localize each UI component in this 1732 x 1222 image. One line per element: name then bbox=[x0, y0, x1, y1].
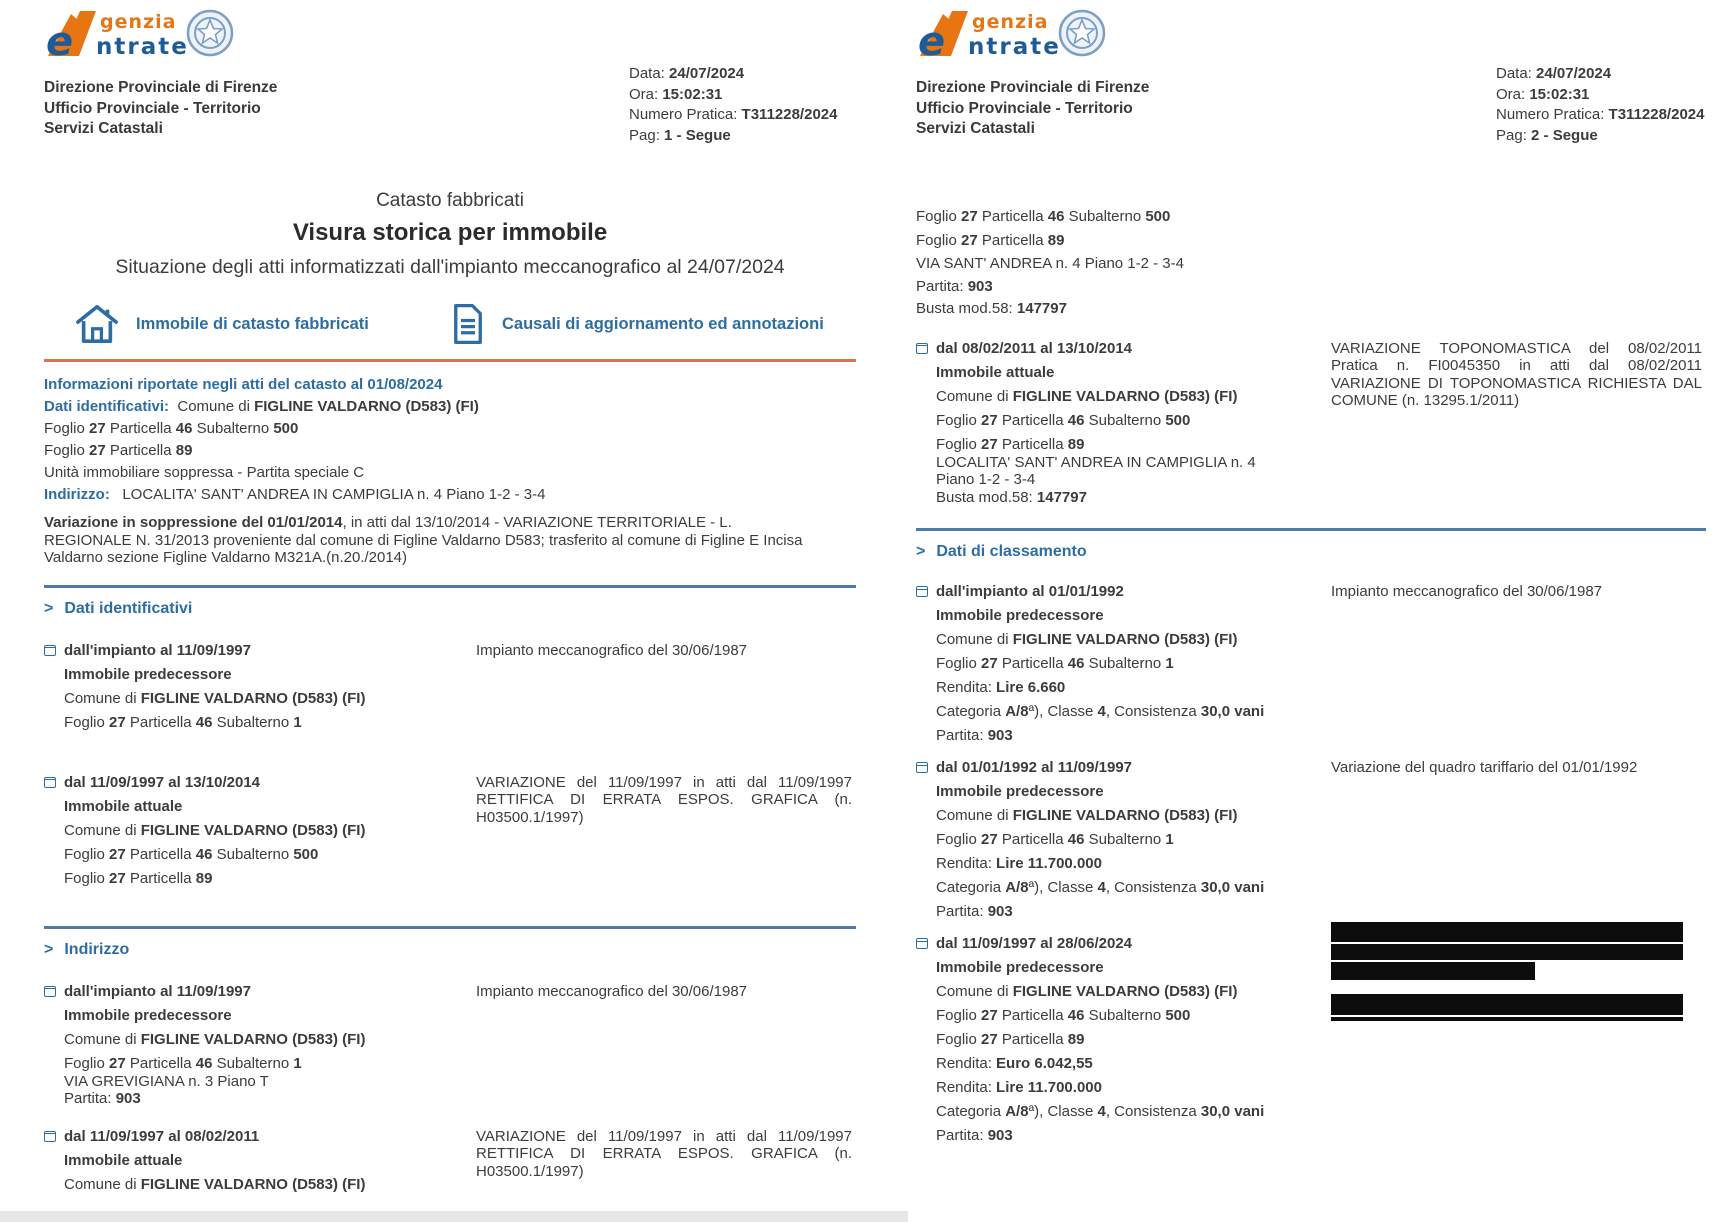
entry-line: Comune di FIGLINE VALDARNO (D583) (FI) bbox=[936, 387, 1238, 405]
title-subtitle: Situazione degli atti informatizzati dall'impianto meccanografico al 24/07/2024 bbox=[115, 256, 785, 278]
entry-line: Foglio 27 Particella 46 Subalterno 1 bbox=[64, 1054, 302, 1072]
calendar-icon bbox=[44, 1131, 56, 1142]
tab-causali-label: Causali di aggiornamento ed annotazioni bbox=[502, 314, 824, 333]
org-line: Servizi Catastali bbox=[916, 120, 1035, 137]
agenzia-entrate-logo bbox=[916, 0, 1706, 64]
meta-date: Data: 24/07/2024 bbox=[629, 65, 745, 82]
org-line: Ufficio Provinciale - Territorio bbox=[916, 99, 1133, 117]
entry-line: dall'impianto al 11/09/1997 bbox=[64, 983, 476, 1001]
entry-line: Foglio 27 Particella 89 bbox=[936, 435, 1085, 453]
meta-pratica: Numero Pratica: T311228/2024 bbox=[1496, 106, 1705, 123]
entry-line: dall'impianto al 01/01/1992 bbox=[936, 583, 1331, 601]
home-icon bbox=[74, 303, 120, 345]
redaction-bar bbox=[1331, 944, 1683, 960]
svg-text:genzia: genzia bbox=[972, 11, 1049, 33]
entry-line: Foglio 27 Particella 89 bbox=[936, 1031, 1085, 1048]
info-value: LOCALITA' SANT' ANDREA IN CAMPIGLIA n. 4 Piano 1-2 - 3-4 bbox=[122, 486, 546, 503]
entry-line: Comune di FIGLINE VALDARNO (D583) (FI) bbox=[64, 821, 366, 839]
entry-line: Foglio 27 Particella 89 bbox=[64, 869, 213, 887]
entry-line: Partita: 903 bbox=[936, 1127, 1013, 1144]
logo-e-glyph: e bbox=[46, 19, 74, 62]
entry-line: Comune di FIGLINE VALDARNO (D583) (FI) bbox=[64, 1175, 366, 1193]
svg-text:e: e bbox=[918, 19, 946, 62]
info-indirizzo bbox=[44, 486, 856, 504]
entry-line: Immobile predecessore bbox=[936, 783, 1104, 800]
calendar-icon bbox=[916, 343, 928, 354]
entry-note: VARIAZIONE TOPONOMASTICA del 08/02/2011 Pratica n. FI0045350 in atti dal 08/02/2011 VARIAZIONE DI TOPONOMASTICA RICHIESTA DAL COMUNE (n. 13295.1/2011) bbox=[1331, 339, 1702, 409]
entry-note: VARIAZIONE del 11/09/1997 in atti dal 11/09/1997 RETTIFICA DI ERRATA ESPOS. GRAFICA (n. H03500.1/1997) bbox=[476, 773, 852, 826]
page-title: Visura storica per immobile bbox=[292, 219, 608, 246]
entry-line: Comune di FIGLINE VALDARNO (D583) (FI) bbox=[64, 689, 366, 707]
entry-line: Rendita: Lire 11.700.000 bbox=[936, 1079, 1102, 1096]
entry-line: Partita: 903 bbox=[936, 727, 1013, 744]
entry-line: Rendita: Lire 6.660 bbox=[936, 679, 1066, 696]
entry-line: Rendita: Lire 11.700.000 bbox=[936, 855, 1102, 872]
entry-line: Foglio 27 Particella 46 Subalterno 1 bbox=[64, 713, 302, 731]
section-divider bbox=[44, 926, 856, 929]
entry-line: Foglio 27 Particella 46 Subalterno 1 bbox=[936, 831, 1174, 848]
entry-line: dal 08/02/2011 al 13/10/2014 bbox=[936, 340, 1331, 358]
chevron-right-icon: > bbox=[916, 543, 926, 560]
orange-divider bbox=[44, 359, 856, 362]
entry-line: Immobile attuale bbox=[64, 797, 183, 815]
history-entry bbox=[44, 642, 856, 732]
history-entry bbox=[44, 1128, 856, 1194]
page-1 bbox=[44, 0, 856, 1194]
entry-line: dal 01/01/1992 al 11/09/1997 bbox=[936, 759, 1331, 777]
entry-line: Categoria A/8ª), Classe 4, Consistenza 30,0 vani bbox=[936, 1103, 1265, 1120]
info-label: Indirizzo: bbox=[44, 486, 110, 503]
meta-time: Ora: 15:02:31 bbox=[1496, 85, 1590, 103]
document-icon bbox=[450, 303, 486, 345]
calendar-icon bbox=[916, 762, 928, 773]
entry-line: Categoria A/8ª), Classe 4, Consistenza 30,0 vani bbox=[936, 703, 1265, 720]
section-header-indirizzo: > Indirizzo bbox=[44, 940, 130, 958]
entry-line: Partita: 903 bbox=[936, 903, 1013, 920]
entry-line: Immobile predecessore bbox=[936, 607, 1104, 624]
section-header-dati-classamento: > Dati di classamento bbox=[916, 543, 1087, 560]
history-entry bbox=[916, 340, 1706, 507]
entry-line: Foglio 27 Particella 89 bbox=[916, 232, 1065, 249]
entry-line: Rendita: Euro 6.042,55 bbox=[936, 1055, 1093, 1072]
page-2 bbox=[916, 0, 1706, 1145]
entry-line: dal 11/09/1997 al 08/02/2011 bbox=[64, 1128, 476, 1146]
org-line: Direzione Provinciale di Firenze bbox=[916, 79, 1150, 96]
entry-line: dal 11/09/1997 al 13/10/2014 bbox=[64, 774, 476, 792]
meta-page: Pag: 1 - Segue bbox=[629, 126, 731, 144]
entry-line: Foglio 27 Particella 46 Subalterno 500 bbox=[916, 208, 1171, 225]
entry-line: dal 11/09/1997 al 28/06/2024 bbox=[936, 935, 1331, 953]
info-foglio-line: Foglio 27 Particella 89 bbox=[44, 442, 193, 459]
entry-note: VARIAZIONE del 11/09/1997 in atti dal 11/09/1997 RETTIFICA DI ERRATA ESPOS. GRAFICA (n. H03500.1/1997) bbox=[476, 1127, 852, 1180]
chevron-right-icon: > bbox=[44, 599, 54, 617]
entry-line: Foglio 27 Particella 46 Subalterno 500 bbox=[936, 1007, 1191, 1024]
calendar-icon bbox=[916, 938, 928, 949]
variazione-paragraph: Variazione in soppressione del 01/01/2014, in atti dal 13/10/2014 - VARIAZIONE TERRITORIALE - L. REGIONALE N. 31/2013 proveniente dal comune di Figline Valdarno D583; trasferito al comune di Figline E Incisa Valdarno sezione Figline Valdarno M321A.(n.20./2014) bbox=[44, 514, 803, 566]
info-value: Comune di FIGLINE VALDARNO (D583) (FI) bbox=[177, 398, 479, 415]
entry-continuation bbox=[916, 208, 1331, 318]
history-entry bbox=[916, 935, 1706, 1145]
document-title bbox=[44, 190, 856, 279]
entry-line: dall'impianto al 11/09/1997 bbox=[64, 642, 476, 660]
history-entry bbox=[916, 583, 1706, 745]
info-label: Dati identificativi: bbox=[44, 398, 170, 415]
entry-line: VIA SANT' ANDREA n. 4 Piano 1-2 - 3-4 bbox=[916, 255, 1184, 272]
section-header-dati-identificativi: > Dati identificativi bbox=[44, 599, 193, 617]
entry-note: Variazione del quadro tariffario del 01/01/1992 bbox=[1331, 759, 1638, 776]
calendar-icon bbox=[44, 645, 56, 656]
entry-note: Impianto meccanografico del 30/06/1987 bbox=[476, 641, 748, 659]
redaction-bar bbox=[1331, 922, 1683, 942]
entry-line: Busta mod.58: 147797 bbox=[916, 300, 1067, 317]
entry-line: Immobile predecessore bbox=[936, 959, 1104, 976]
chevron-right-icon: > bbox=[44, 940, 54, 958]
entry-line: Piano 1-2 - 3-4 bbox=[936, 471, 1036, 488]
info-dati-identificativi bbox=[44, 398, 856, 416]
entry-line: Immobile predecessore bbox=[64, 1006, 232, 1024]
history-entry bbox=[916, 759, 1706, 921]
title-kicker: Catasto fabbricati bbox=[376, 190, 524, 211]
republic-emblem-icon bbox=[188, 11, 232, 55]
entry-line: Comune di FIGLINE VALDARNO (D583) (FI) bbox=[936, 631, 1238, 648]
entry-line: Comune di FIGLINE VALDARNO (D583) (FI) bbox=[64, 1030, 366, 1048]
redaction-bar bbox=[1331, 994, 1683, 1015]
info-heading: Informazioni riportate negli atti del catasto al 01/08/2024 bbox=[44, 376, 443, 393]
logo-word-top: genzia bbox=[100, 11, 177, 33]
history-entry bbox=[44, 983, 856, 1108]
logo-word-bottom: ntrate bbox=[96, 34, 189, 60]
section-divider bbox=[916, 528, 1706, 531]
entry-line: Busta mod.58: 147797 bbox=[936, 488, 1087, 506]
tab-causali bbox=[450, 303, 824, 345]
entry-line: Foglio 27 Particella 46 Subalterno 500 bbox=[936, 411, 1191, 429]
svg-text:ntrate: ntrate bbox=[968, 34, 1061, 60]
entry-note: Impianto meccanografico del 30/06/1987 bbox=[476, 982, 748, 1000]
redaction-bar bbox=[1331, 962, 1535, 980]
tab-immobile-label: Immobile di catasto fabbricati bbox=[136, 314, 369, 333]
document-meta bbox=[1496, 64, 1704, 146]
redaction-block bbox=[1331, 922, 1683, 1021]
calendar-icon bbox=[916, 586, 928, 597]
entry-line: Comune di FIGLINE VALDARNO (D583) (FI) bbox=[936, 807, 1238, 824]
org-line: Ufficio Provinciale - Territorio bbox=[44, 99, 261, 117]
entry-line: Partita: 903 bbox=[64, 1090, 141, 1107]
entry-line: Foglio 27 Particella 46 Subalterno 500 bbox=[64, 845, 319, 863]
entry-line: Categoria A/8ª), Classe 4, Consistenza 30,0 vani bbox=[936, 879, 1265, 896]
history-entry bbox=[44, 774, 856, 888]
meta-date: Data: 24/07/2024 bbox=[1496, 65, 1612, 82]
entry-line: Immobile predecessore bbox=[64, 665, 232, 683]
redaction-bar bbox=[1331, 1017, 1683, 1021]
meta-time: Ora: 15:02:31 bbox=[629, 85, 723, 103]
entry-line: Comune di FIGLINE VALDARNO (D583) (FI) bbox=[936, 983, 1238, 1000]
republic-emblem-icon bbox=[1060, 11, 1104, 55]
info-foglio-line: Foglio 27 Particella 46 Subalterno 500 bbox=[44, 420, 299, 437]
section-divider bbox=[44, 585, 856, 588]
meta-page: Pag: 2 - Segue bbox=[1496, 126, 1598, 144]
entry-line: VIA GREVIGIANA n. 3 Piano T bbox=[64, 1072, 269, 1090]
document-meta bbox=[629, 64, 837, 146]
entry-line: Immobile attuale bbox=[64, 1151, 183, 1169]
page-edge-strip bbox=[0, 1211, 908, 1222]
agenzia-entrate-logo bbox=[44, 0, 856, 64]
entry-note-redacted bbox=[1331, 935, 1706, 1145]
entry-line: Foglio 27 Particella 46 Subalterno 1 bbox=[936, 655, 1174, 672]
entry-line: Immobile attuale bbox=[936, 363, 1055, 381]
tab-immobile bbox=[44, 303, 450, 345]
meta-pratica: Numero Pratica: T311228/2024 bbox=[629, 106, 838, 123]
calendar-icon bbox=[44, 986, 56, 997]
org-line: Direzione Provinciale di Firenze bbox=[44, 79, 278, 96]
org-line: Servizi Catastali bbox=[44, 120, 163, 137]
entry-note: Impianto meccanografico del 30/06/1987 bbox=[1331, 583, 1603, 600]
calendar-icon bbox=[44, 777, 56, 788]
info-unita-line: Unità immobiliare soppressa - Partita speciale C bbox=[44, 464, 365, 481]
entry-line: Partita: 903 bbox=[916, 277, 993, 295]
entry-line: LOCALITA' SANT' ANDREA IN CAMPIGLIA n. 4 bbox=[936, 453, 1256, 471]
